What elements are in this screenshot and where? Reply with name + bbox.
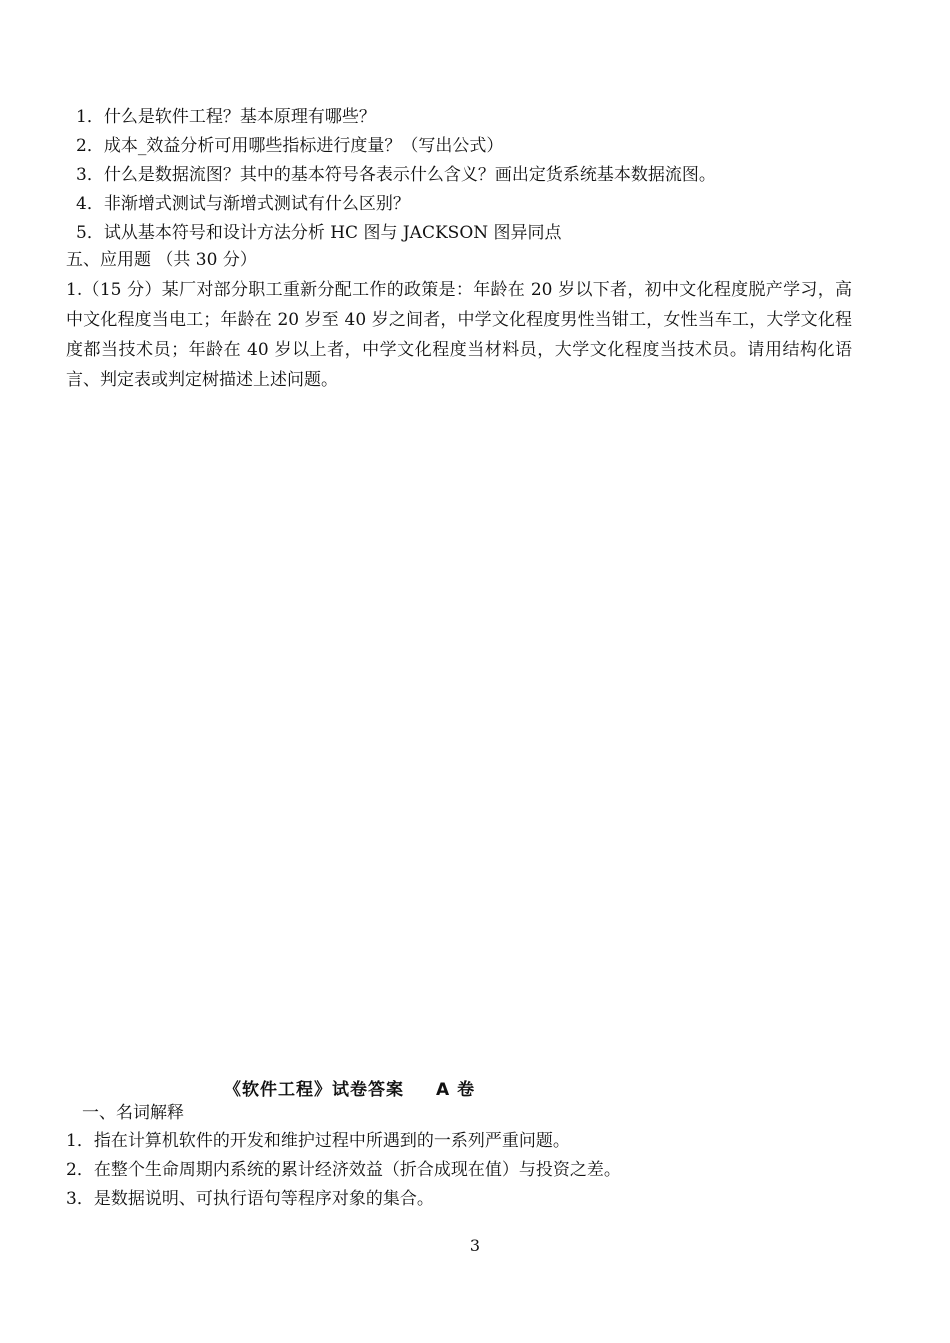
answer-key-title-text: 《软件工程》试卷答案 [224,1080,404,1100]
question-5 [76,222,562,244]
question-2 [76,135,503,157]
answer-section-heading: 一、名词解释 [82,1103,184,1123]
question-text: 试从基本符号和设计方法分析 HC 图与 JACKSON 图异同点 [103,223,562,243]
question-text: 什么是软件工程？基本原理有哪些？ [103,107,376,127]
answer-item-3: 3．是数据说明、可执行语句等程序对象的集合。 [66,1189,434,1209]
question-number: 4． [76,194,104,214]
question-3 [76,164,716,186]
answer-key-title [224,1075,475,1100]
question-text: 非渐增式测试与渐增式测试有什么区别？ [103,194,410,214]
application-problem: 1.（15 分）某厂对部分职工重新分配工作的政策是：年龄在 20 岁以下者，初中文化程度脱产学习，高中文化程度当电工；年龄在 20 岁至 40 岁之间者，中学文化程度男性当钳工，女性当车工，大学文化程度都当技术员；年龄在 40 岁以上者，中学文化程度当材料员，大学文化程度当技术员。请用结构化语言、判定表或判定树描述上述问题。 [66,280,852,390]
question-number: 5． [76,223,104,243]
question-4 [76,193,410,215]
question-number: 2． [76,136,104,156]
answer-item-2: 2．在整个生命周期内系统的累计经济效益（折合成现在值）与投资之差。 [66,1160,621,1180]
question-text: 成本_效益分析可用哪些指标进行度量？（写出公式） [103,136,504,156]
question-1 [76,106,376,128]
question-number: 1． [76,107,104,127]
page-number: 3 [469,1236,481,1255]
question-number: 3． [76,165,104,185]
answer-key-volume: A 卷 [436,1080,476,1100]
answer-item-1: 1．指在计算机软件的开发和维护过程中所遇到的一系列严重问题。 [66,1131,570,1151]
question-text: 什么是数据流图？其中的基本符号各表示什么含义？画出定货系统基本数据流图。 [103,165,716,185]
section-heading-application: 五、应用题 （共 30 分） [66,250,257,270]
